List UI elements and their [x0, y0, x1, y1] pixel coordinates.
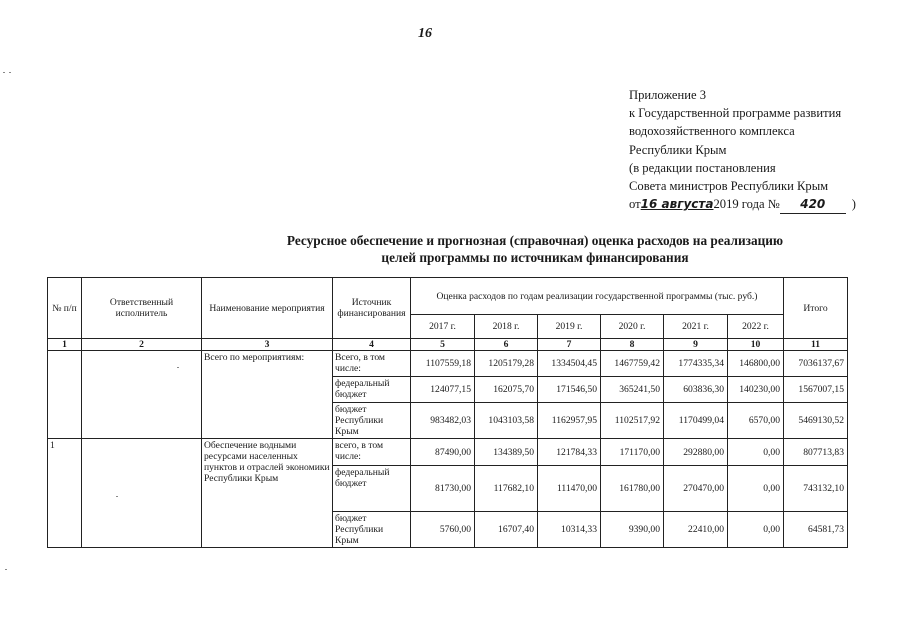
- appendix-header: [629, 86, 856, 214]
- value-cell: 292880,00: [664, 439, 728, 466]
- value-cell: 140230,00: [728, 377, 784, 403]
- appendix-date-line: [629, 195, 856, 214]
- total-cell: 807713,83: [784, 439, 848, 466]
- resource-table: [47, 277, 848, 548]
- scan-speck: [177, 367, 179, 368]
- page-number: 16: [418, 26, 432, 41]
- header-year: 2022 г.: [728, 315, 784, 339]
- row-source: бюджет Республики Крым: [333, 403, 411, 439]
- scan-speck: [5, 569, 7, 570]
- table-row: [48, 351, 848, 377]
- value-cell: 1107559,18: [411, 351, 475, 377]
- value-cell: 1467759,42: [601, 351, 664, 377]
- appendix-line: водохозяйственного комплекса: [629, 124, 795, 139]
- date-year: 2019 года №: [713, 197, 780, 212]
- header-year: 2020 г.: [601, 315, 664, 339]
- header-year: 2018 г.: [475, 315, 538, 339]
- row-source: всего, в том числе:: [333, 439, 411, 466]
- value-cell: 270470,00: [664, 466, 728, 512]
- header-estimate: Оценка расходов по годам реализации государственной программы (тыс. руб.): [411, 278, 784, 315]
- column-index: 3: [202, 339, 333, 351]
- row-executor: [82, 351, 202, 439]
- appendix-line: к Государственной программе развития: [629, 106, 842, 121]
- value-cell: 1334504,45: [538, 351, 601, 377]
- value-cell: 124077,15: [411, 377, 475, 403]
- column-index: 4: [333, 339, 411, 351]
- column-index: 7: [538, 339, 601, 351]
- header-year: 2019 г.: [538, 315, 601, 339]
- handwritten-date: 16 августа: [640, 197, 714, 212]
- scan-speck: [3, 72, 5, 73]
- row-source: Всего, в том числе:: [333, 351, 411, 377]
- value-cell: 9390,00: [601, 512, 664, 548]
- title-line-2: целей программы по источникам финансирования: [381, 250, 689, 265]
- handwritten-number: 420: [780, 195, 846, 214]
- total-cell: 743132,10: [784, 466, 848, 512]
- title-line-1: Ресурсное обеспечение и прогнозная (справочная) оценка расходов на реализацию: [286, 233, 784, 248]
- value-cell: 603836,30: [664, 377, 728, 403]
- value-cell: 10314,33: [538, 512, 601, 548]
- row-source: бюджет Республики Крым: [333, 512, 411, 548]
- total-cell: 7036137,67: [784, 351, 848, 377]
- value-cell: 0,00: [728, 439, 784, 466]
- date-prefix: от: [629, 197, 641, 212]
- header-year: 2017 г.: [411, 315, 475, 339]
- appendix-line: (в редакции постановления: [629, 160, 776, 175]
- column-index: 1: [48, 339, 82, 351]
- row-activity: Всего по мероприятиям:: [202, 351, 333, 439]
- value-cell: 16707,40: [475, 512, 538, 548]
- value-cell: 22410,00: [664, 512, 728, 548]
- value-cell: 1043103,58: [475, 403, 538, 439]
- value-cell: 0,00: [728, 466, 784, 512]
- value-cell: 87490,00: [411, 439, 475, 466]
- value-cell: 81730,00: [411, 466, 475, 512]
- date-close: ): [851, 197, 856, 212]
- value-cell: 146800,00: [728, 351, 784, 377]
- column-index: 9: [664, 339, 728, 351]
- value-cell: 1774335,34: [664, 351, 728, 377]
- value-cell: 121784,33: [538, 439, 601, 466]
- value-cell: 1162957,95: [538, 403, 601, 439]
- column-index: 10: [728, 339, 784, 351]
- total-cell: 1567007,15: [784, 377, 848, 403]
- row-number: [48, 351, 82, 439]
- value-cell: 111470,00: [538, 466, 601, 512]
- column-index: 5: [411, 339, 475, 351]
- appendix-line: Республики Крым: [629, 142, 727, 157]
- row-activity: Обеспечение водными ресурсами населенных пунктов и отраслей экономики Республики Крым: [202, 439, 333, 548]
- header-source: Источник финансирования: [333, 278, 411, 339]
- header-activity: Наименование мероприятия: [202, 278, 333, 339]
- header-executor: Ответственный исполнитель: [82, 278, 202, 339]
- value-cell: 117682,10: [475, 466, 538, 512]
- row-executor: [82, 439, 202, 548]
- total-cell: 5469130,52: [784, 403, 848, 439]
- value-cell: 365241,50: [601, 377, 664, 403]
- row-source: федеральный бюджет: [333, 466, 411, 512]
- value-cell: 134389,50: [475, 439, 538, 466]
- document-title: [230, 232, 840, 266]
- column-index: 11: [784, 339, 848, 351]
- value-cell: 161780,00: [601, 466, 664, 512]
- appendix-line: Совета министров Республики Крым: [629, 179, 829, 194]
- value-cell: 6570,00: [728, 403, 784, 439]
- value-cell: 171170,00: [601, 439, 664, 466]
- header-num: № п/п: [48, 278, 82, 339]
- value-cell: 1170499,04: [664, 403, 728, 439]
- value-cell: 171546,50: [538, 377, 601, 403]
- row-source: федеральный бюджет: [333, 377, 411, 403]
- column-index: 8: [601, 339, 664, 351]
- value-cell: 5760,00: [411, 512, 475, 548]
- row-number: 1: [48, 439, 82, 548]
- header-total: Итого: [784, 278, 848, 339]
- value-cell: 162075,70: [475, 377, 538, 403]
- value-cell: 983482,03: [411, 403, 475, 439]
- value-cell: 0,00: [728, 512, 784, 548]
- column-index: 2: [82, 339, 202, 351]
- scan-speck: [9, 72, 11, 73]
- value-cell: 1102517,92: [601, 403, 664, 439]
- scan-speck: [116, 496, 118, 497]
- header-year: 2021 г.: [664, 315, 728, 339]
- total-cell: 64581,73: [784, 512, 848, 548]
- column-index: 6: [475, 339, 538, 351]
- table-row: [48, 439, 848, 466]
- appendix-line: Приложение 3: [629, 88, 707, 102]
- value-cell: 1205179,28: [475, 351, 538, 377]
